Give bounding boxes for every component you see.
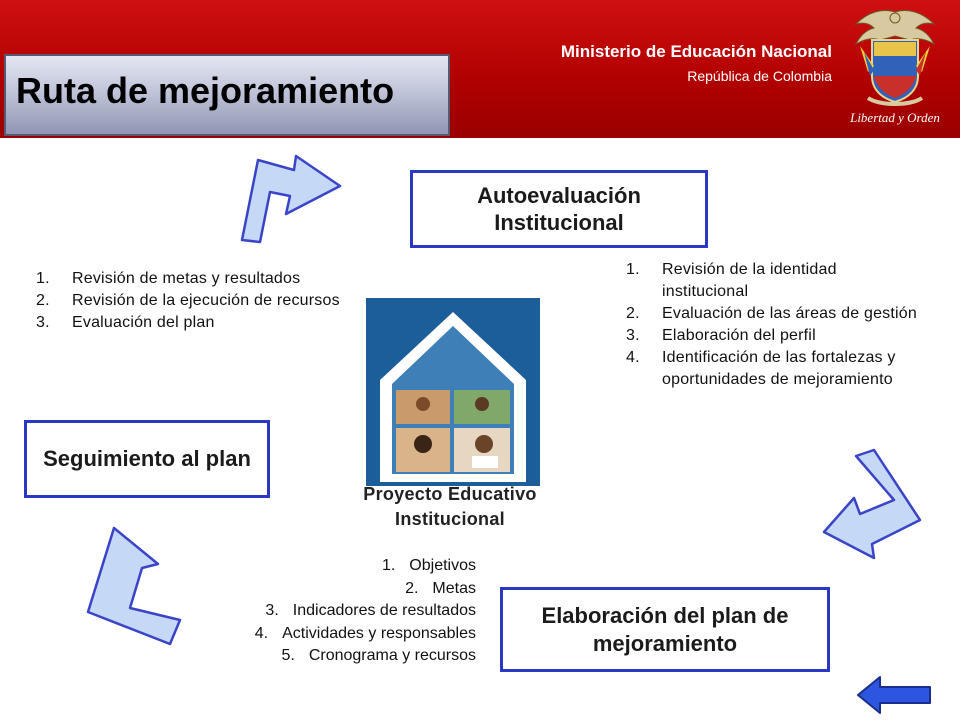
house-illustration [366, 298, 540, 486]
list-item: 4. Identificación de las fortalezas y oportunidades de mejoramiento [626, 349, 896, 388]
list-item: 1. Objetivos [381, 557, 476, 574]
seguimiento-list [36, 268, 346, 334]
bent-arrow-icon [238, 152, 344, 244]
list-item: 3. Evaluación del plan [36, 314, 215, 331]
pei-list [255, 555, 476, 668]
left-arrow-icon[interactable] [856, 675, 932, 715]
title-box [4, 54, 450, 136]
seguimiento-label: Seguimiento al plan [43, 446, 251, 472]
motto-text: Libertad y Orden [850, 110, 940, 125]
ministry-block [561, 42, 832, 84]
autoevaluacion-box[interactable] [410, 170, 708, 248]
pei-title: Proyecto Educativo Institucional [363, 484, 537, 529]
elaboracion-box[interactable] [500, 587, 830, 672]
ministry-name: Ministerio de Educación Nacional [560, 42, 832, 61]
coat-of-arms-icon [838, 6, 952, 132]
list-item: 3. Elaboración del perfil [626, 327, 816, 344]
list-item: 3. Indicadores de resultados [265, 602, 476, 619]
list-item: 5. Cronograma y recursos [281, 647, 476, 664]
elaboracion-label: Elaboración del plan de mejoramiento [541, 603, 789, 656]
bent-arrow-icon [84, 520, 186, 648]
list-item: 2. Revisión de la ejecución de recursos [36, 292, 340, 309]
list-item: 2. Evaluación de las áreas de gestión [626, 305, 917, 322]
autoevaluacion-list [626, 259, 926, 391]
country-name: República de Colombia [687, 68, 832, 84]
page-title: Ruta de mejoramiento [16, 70, 395, 111]
seguimiento-box[interactable] [24, 420, 270, 498]
list-item: 4. Actividades y responsables [254, 624, 476, 642]
list-item: 1. Revisión de la identidad institucional [626, 261, 837, 300]
autoevaluacion-label: Autoevaluación Institucional [477, 182, 641, 235]
bent-arrow-icon [820, 448, 924, 564]
list-item: 2. Metas [405, 579, 476, 597]
list-item: 1. Revisión de metas y resultados [36, 270, 301, 287]
